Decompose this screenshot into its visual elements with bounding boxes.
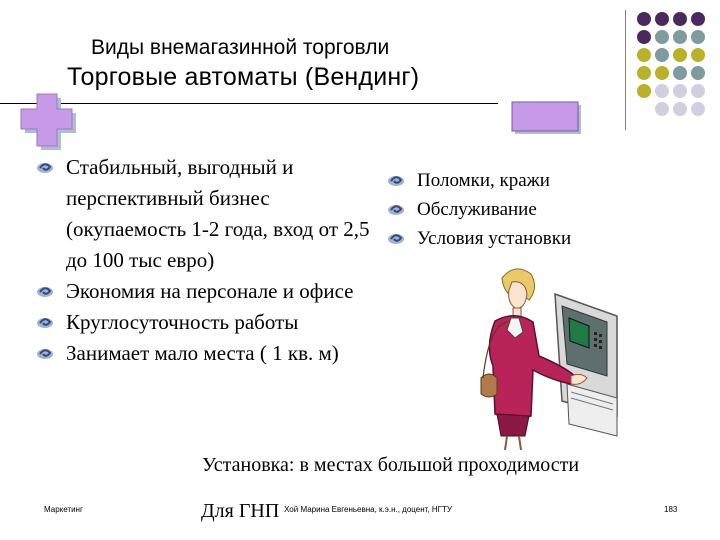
disadvantages-list (387, 166, 647, 253)
cross-shape-icon (18, 93, 76, 151)
vending-woman-illustration (467, 266, 627, 451)
decor-dot (637, 12, 651, 26)
bullet-swirl-icon (36, 315, 54, 329)
footer-author: Хой Марина Евгеньевна, к.э.н., доцент, НГТУ (284, 505, 452, 514)
list-item (36, 276, 376, 307)
decor-vertical-line (625, 10, 626, 130)
advantage-text: Занимает мало места ( 1 кв. м) (66, 341, 339, 365)
decor-dot (673, 12, 687, 26)
decor-dot (673, 30, 687, 44)
decor-dot (655, 48, 669, 62)
decor-dot (655, 84, 669, 98)
bullet-swirl-icon (387, 231, 405, 245)
decor-dot (691, 102, 705, 116)
advantage-text: Круглосуточность работы (66, 310, 299, 334)
decor-rectangle (511, 101, 583, 135)
list-item (36, 152, 376, 276)
decor-dot (655, 66, 669, 80)
disadvantage-text: Поломки, кражи (417, 170, 550, 191)
bullet-swirl-icon (387, 173, 405, 187)
advantage-text: Стабильный, выгодный и перспективный бизнес (окупаемость 1-2 года, вход от 2,5 до 100 тыс евро) (66, 155, 370, 272)
decor-dot (673, 48, 687, 62)
list-item (387, 166, 647, 195)
bullet-swirl-icon (387, 202, 405, 216)
list-item (36, 307, 376, 338)
footer-page-number: 183 (664, 505, 678, 514)
decor-dot (673, 102, 687, 116)
decor-dot (691, 48, 705, 62)
disadvantage-text: Условия установки (417, 228, 572, 249)
footer-course: Маркетинг (44, 505, 83, 514)
decor-dot (637, 84, 651, 98)
gnp-note: Для ГНП (201, 500, 280, 522)
list-item (387, 224, 647, 253)
decor-dot (655, 12, 669, 26)
decor-dot (637, 66, 651, 80)
bullet-swirl-icon (36, 284, 54, 298)
decor-dot (673, 84, 687, 98)
decor-dot (691, 84, 705, 98)
advantage-text: Экономия на персонале и офисе (66, 279, 354, 303)
super-title: Виды внемагазинной торговли (91, 36, 390, 59)
bullet-swirl-icon (36, 160, 54, 174)
list-item (36, 338, 376, 369)
advantages-list (36, 152, 376, 369)
disadvantage-text: Обслуживание (417, 199, 537, 220)
installation-note: Установка: в местах большой проходимости (202, 454, 580, 476)
decor-dot (673, 66, 687, 80)
decor-dot (655, 102, 669, 116)
decor-dot-grid (627, 10, 717, 130)
decor-dot (655, 30, 669, 44)
page-title: Торговые автоматы (Вендинг) (67, 63, 420, 91)
decor-dot (691, 30, 705, 44)
decor-dot (637, 30, 651, 44)
bullet-swirl-icon (36, 346, 54, 360)
decor-dot (691, 66, 705, 80)
list-item (387, 195, 647, 224)
decor-dot (691, 12, 705, 26)
decor-dot (637, 48, 651, 62)
